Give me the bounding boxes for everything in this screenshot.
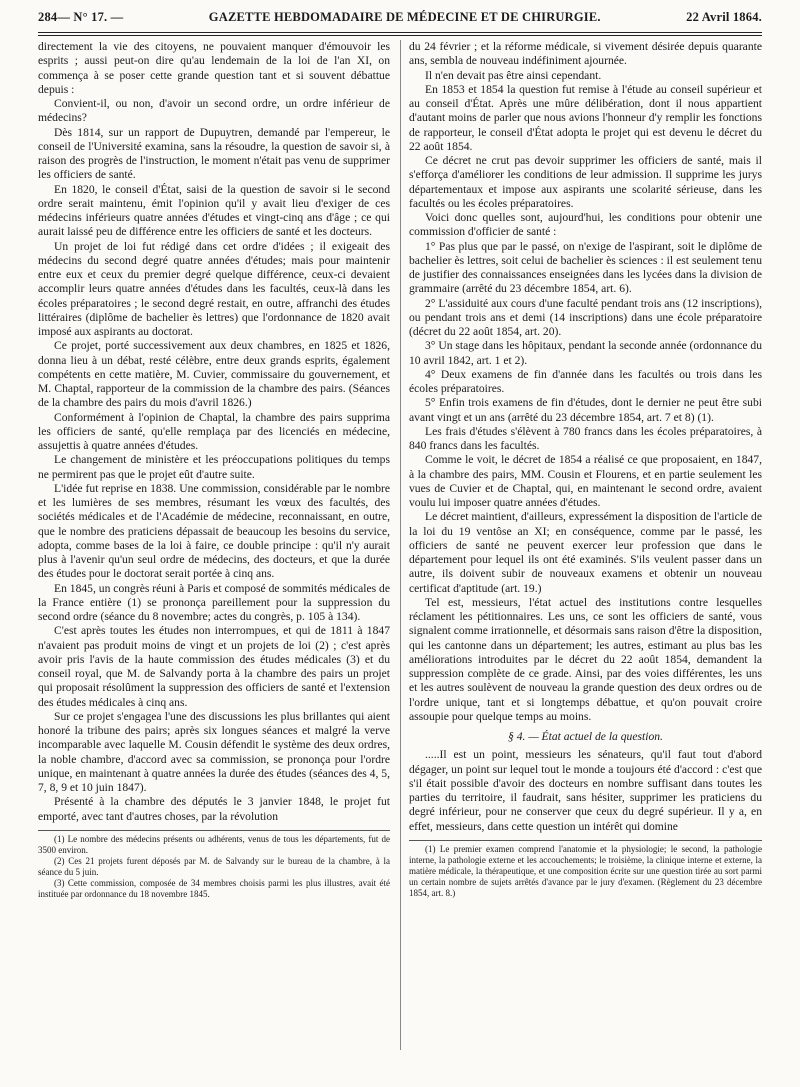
paragraph: Comme le voit, le décret de 1854 a réalisé ce que proposaient, en 1847, à la chambre des pairs, MM. Cousin et Flourens, et en partie seulement les vues de Cuvier et de Chaptal, qui, en maintenant le second ordre, avaient voulu lui imposer quatre années d'études. xyxy=(409,453,762,509)
paragraph: Convient-il, ou non, d'avoir un second ordre, un ordre inférieur de médecins? xyxy=(38,97,390,125)
footnote-rule xyxy=(409,840,762,841)
paragraph: Le décret maintient, d'ailleurs, expressément la disposition de l'article de la loi du 19 ventôse an XI; en conséquence, comme par le passé, les officiers de santé ne peuvent exercer leur profession que dans le département pour lequel ils ont été examinés. S'ils veulent passer dans un autre, ils doivent subir de nouveaux examens et obtenir un nouveau certificat d'aptitude (art. 19.) xyxy=(409,510,762,595)
right-column xyxy=(409,40,762,899)
paragraph: L'idée fut reprise en 1838. Une commission, considérable par le nombre et les lumières de ses membres, résumant les vœux des facultés, des sociétés médicales et de l'Académie de médecine, reconnaissant, en outre, que le nombre des praticiens dépassait de beaucoup les besoins du service, adopta, comme bases de la loi à faire, ce double principe : qu'il n'y aurait plus à l'avenir qu'un seul ordre de médecins, des docteurs, et que la durée des études pour le doctorat serait portée à cinq ans. xyxy=(38,481,390,581)
column-divider xyxy=(400,40,401,1050)
paragraph: En 1845, un congrès réuni à Paris et composé de sommités médicales de la France entière (1) se prononça pareillement pour la suppression du second ordre (séance du 8 novembre; actes du congrès, p. 105 à 134). xyxy=(38,581,390,623)
paragraph: En 1820, le conseil d'État, saisi de la question de savoir si le second ordre serait maintenu, émit l'opinion qu'il y avait lieu d'exiger de ces médecins inférieurs quatre années d'études et vingt-cinq ans d'âge ; ce qui aurait laissé peu de différence entre les officiers de santé et les docteurs. xyxy=(38,182,390,239)
paragraph: Le changement de ministère et les préoccupations politiques du temps ne permirent pas que le projet eût d'autre suite. xyxy=(38,453,390,481)
page-header xyxy=(38,10,762,32)
paragraph: C'est après toutes les études non interrompues, et qui de 1811 à 1847 n'avaient pas produit moins de vingt et un projets de loi (2) ; c'est après avoir pris l'avis de la haute commission des études médicales (3) et du conseil royal, que M. de Salvandy porta à la chambre des pairs un projet qui proposait résolûment la suppression des officiers de santé et l'extension des études médicales à cinq ans. xyxy=(38,624,390,709)
paragraph: Il n'en devait pas être ainsi cependant. xyxy=(425,68,602,82)
paragraph: 2° L'assiduité aux cours d'une faculté pendant trois ans (12 inscriptions), ou pendant trois ans et demi (14 inscriptions) dans une école préparatoire (décret du 22 août 1854, art. 20). xyxy=(409,296,762,338)
paragraph: Dès 1814, sur un rapport de Dupuytren, demandé par l'empereur, le conseil de l'Université examina, sans la résoudre, la question de savoir si, à raison des progrès de l'instruction, le moment n'était pas venu de supprimer les officiers de santé. xyxy=(38,125,390,182)
page-number: 284 xyxy=(38,10,58,24)
footnote: (2) Ces 21 projets furent déposés par M. de Salvandy sur le bureau de la chambre, à la séance du 5 juin. xyxy=(38,855,390,877)
paragraph: du 24 février ; et la réforme médicale, si vivement désirée depuis quarante ans, sembla de nouveau indéfiniment ajournée. xyxy=(409,40,762,68)
paragraph: Un projet de loi fut rédigé dans cet ordre d'idées ; il exigeait des médecins du second degré quatre années d'études; mais pour maintenir entre eux et ceux du premier degré quelque différence, ceux-ci devaient accomplir leurs quatre années d'études dans les facultés, ceux-là dans les écoles préparatoires ; le second degré restait, en outre, affranchi des études littéraires (diplôme de bachelier ès lettres) que l'ordonnance de 1820 avait imposé aux aspirants au doctorat. xyxy=(38,239,390,338)
paragraph: Présenté à la chambre des députés le 3 janvier 1848, le projet fut emporté, avec tant d'autres choses, par la révolution xyxy=(38,795,390,823)
footnote: (1) Le premier examen comprend l'anatomie et la physiologie; le second, la pathologie interne, la pathologie externe et les accouchements; le troisième, la clinique interne et externe, la matière médicale, la thérapeutique, et une composition écrite sur une question tirée au sort parmi un certain nombre de sujets arrêtés d'avance par le jury d'examen. (Règlement du 23 décembre 1854, art. 8.) xyxy=(409,843,762,898)
paragraph: En 1853 et 1854 la question fut remise à l'étude au conseil supérieur et au conseil d'État. Après une mûre délibération, dont il nous appartient d'autant moins de parler que nous avions l'honneur d'y remplir les fonctions de rapporteur, le conseil d'État adopta le projet qui est devenu le décret du 22 août 1854. xyxy=(409,82,762,153)
paragraph: Conformément à l'opinion de Chaptal, la chambre des pairs supprima les officiers de santé, qu'elle remplaça par des licenciés en médecine, assujettis à quatre années d'études. xyxy=(38,410,390,452)
paragraph: 1° Pas plus que par le passé, on n'exige de l'aspirant, soit le diplôme de bachelier ès lettres, soit celui de bachelier ès sciences : il est seulement tenu de justifier des connaissances enseignées dans les lycées dans la division de grammaire (arrêté du 23 décembre 1854, art. 6). xyxy=(409,239,762,296)
issue-date: 22 Avril 1864. xyxy=(686,10,762,24)
left-column xyxy=(38,40,390,900)
publication-title: GAZETTE HEBDOMADAIRE DE MÉDECINE ET DE CHIRURGIE. xyxy=(208,10,601,24)
footnote: (3) Cette commission, composée de 34 membres choisis parmi les plus illustres, avait été instituée par ordonnance du 18 novembre 1845. xyxy=(38,877,390,899)
footnote-rule xyxy=(38,830,390,831)
paragraph: Tel est, messieurs, l'état actuel des institutions contre lesquelles réclament les pétitionnaires. Les uns, ce sont les officiers de santé, vous signalent comme irrationnelle, et désormais sans raison d'être la disposition, qui les cantonne dans un département; les autres, estimant au plus bas les améliorations introduites par le décret du 22 août 1854, demandent la suppression complète de ce grade. Ainsi, par des voies différentes, les uns et les autres soulèvent de nouveau la grande question des deux ordres ou de l'ordre unique, tant et si longtemps débattue, et qu'on pouvait croire assoupie pour quelque temps au moins. xyxy=(409,595,762,723)
issue-number: — N° 17. — xyxy=(57,10,124,24)
paragraph: 4° Deux examens de fin d'année dans les facultés ou trois dans les écoles préparatoires. xyxy=(409,367,762,395)
paragraph: Ce projet, porté successivement aux deux chambres, en 1825 et 1826, donna lieu à un débat, resté célèbre, entre deux grands esprits, également compétents en cette matière, M. Cuvier, commissaire du gouvernement, et M. Chaptal, rapporteur de la commission de la chambre des pairs. (Séances de la chambre des pairs du mois d'avril 1826.) xyxy=(38,339,390,410)
paragraph: .....Il est un point, messieurs les sénateurs, qu'il faut tout d'abord dégager, un point sur lequel tout le monde a toujours été d'accord : c'est que s'il était possible d'avoir des docteurs en nombre suffisant dans toutes les parties du territoire, il faudrait, sans hésiter, supprimer les praticiens du degré inférieur, pour ne conserver que ceux du degré supérieur. Il y a, en effet, messieurs, dans cette question un intérêt qui domine xyxy=(409,748,762,833)
section-heading xyxy=(409,730,762,744)
footnote: (1) Le nombre des médecins présents ou adhérents, venus de tous les départements, fut de 3500 environ. xyxy=(38,833,390,855)
section-heading-text: § 4. — État actuel de la question. xyxy=(508,730,663,743)
paragraph: Voici donc quelles sont, aujourd'hui, les conditions pour obtenir une commission d'officier de santé : xyxy=(409,211,762,239)
paragraph: Sur ce projet s'engagea l'une des discussions les plus brillantes qui aient honoré la tribune des pairs; après six longues séances et malgré la verve incomparable avec laquelle M. Cousin défendit le système des deux ordres, la noble chambre, d'accord avec sa commission, se prononça pour l'ordre unique, en maintenant à quatre années la durée des études (séances des 4, 5, 7, 8, 9 et 10 juin 1847). xyxy=(38,709,390,794)
header-rule xyxy=(38,32,762,36)
paragraph: directement la vie des citoyens, ne pouvaient manquer d'émouvoir les esprits ; aussi peut-on dire qu'au lendemain de la loi de l'an XI, on commença à se poser cette grande question tant et si souvent débattue depuis : xyxy=(38,40,390,96)
paragraph: Les frais d'études s'élèvent à 780 francs dans les écoles préparatoires, à 840 francs dans les facultés. xyxy=(409,424,762,452)
paragraph: 3° Un stage dans les hôpitaux, pendant la seconde année (ordonnance du 10 avril 1842, art. 1 et 2). xyxy=(409,339,762,367)
paragraph: Ce décret ne crut pas devoir supprimer les officiers de santé, mais il s'efforça d'améliorer les conditions de leur admission. Il supprime les jurys départementaux et impose aux aspirants une scolarité sérieuse, dans les facultés ou les écoles préparatoires. xyxy=(409,154,762,210)
paragraph: 5° Enfin trois examens de fin d'études, dont le dernier ne peut être subi avant vingt et un ans (arrêté du 23 décembre 1854, art. 7 et 8) (1). xyxy=(409,396,762,424)
